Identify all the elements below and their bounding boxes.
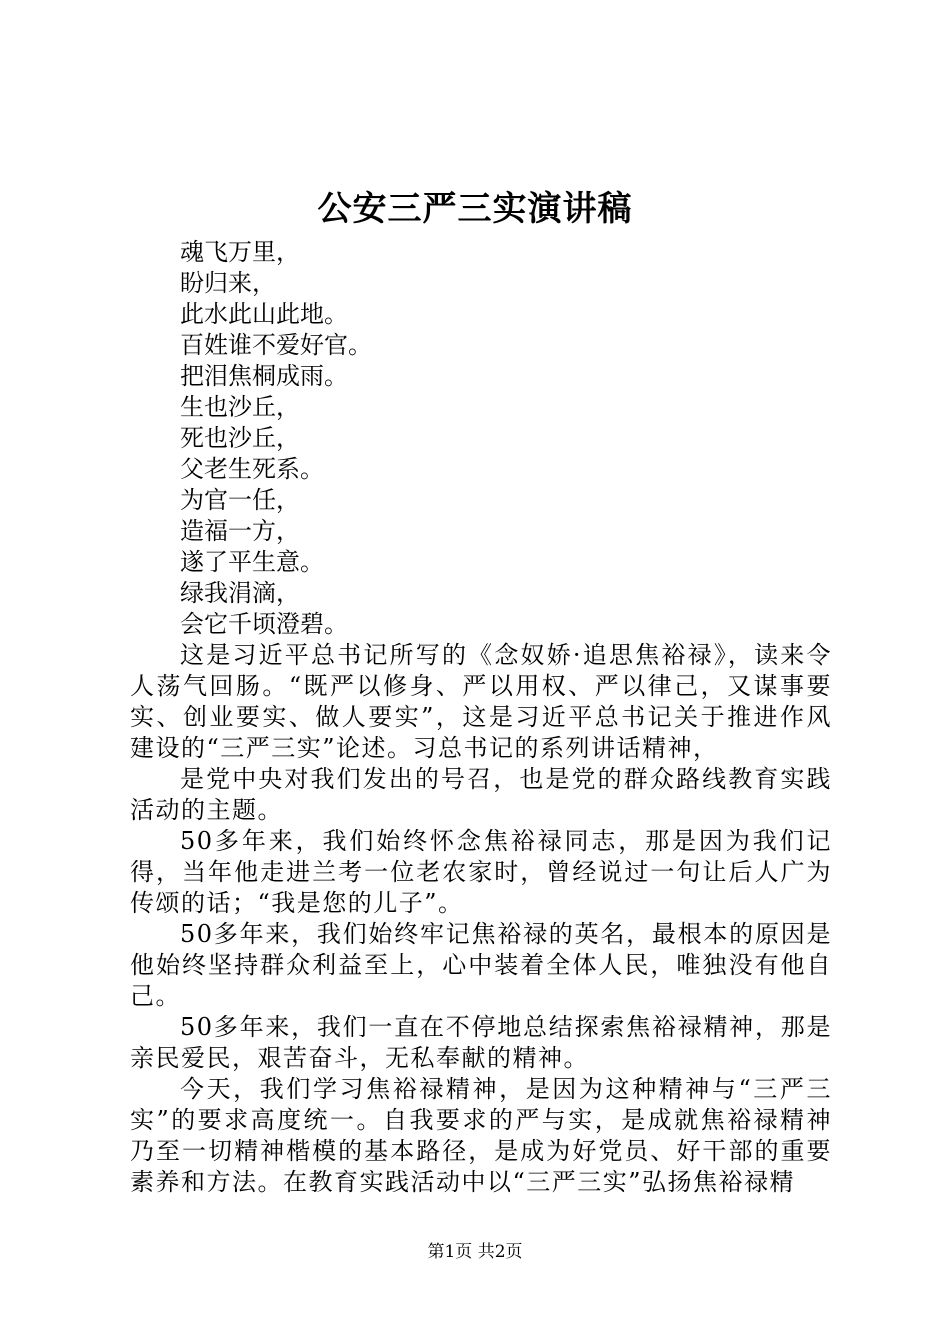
verse-line: 死也沙丘， xyxy=(180,424,300,452)
page-footer: 第1页 共2页 xyxy=(427,1242,523,1262)
body-paragraph: 50多年来，我们始终牢记焦裕禄的英名，最根本的原因是他始终坚持群众利益至上，心中装着全体人民，唯独没有他自己。 xyxy=(130,920,832,1010)
document-title: 公安三严三实演讲稿 xyxy=(317,189,633,229)
body-paragraph: 今天，我们学习焦裕禄精神，是因为这种精神与“三严三实”的要求高度统一。自我要求的严与实，是成就焦裕禄精神乃至一切精神楷模的基本路径，是成为好党员、好干部的重要素养和方法。在教育实践活动中以“三严三实”弘扬焦裕禄精 xyxy=(130,1075,832,1196)
body-paragraph: 50多年来，我们一直在不停地总结探索焦裕禄精神，那是亲民爱民，艰苦奋斗，无私奉献的精神。 xyxy=(130,1013,832,1072)
verse-line: 生也沙丘， xyxy=(180,393,300,421)
verse-line: 把泪焦桐成雨。 xyxy=(180,362,348,390)
verse-line: 盼归来， xyxy=(180,269,276,297)
verse-line: 绿我涓滴， xyxy=(180,579,300,607)
document-body xyxy=(130,237,832,1198)
body-paragraph: 这是习近平总书记所写的《念奴娇·追思焦裕禄》，读来令人荡气回肠。“既严以修身、严以用权、严以律己，又谋事要实、创业要实、做人要实”，这是习近平总书记关于推进作风建设的“三严三实”论述。习总书记的系列讲话精神， xyxy=(130,641,832,762)
verse-line: 百姓谁不爱好官。 xyxy=(180,331,372,359)
verse-line: 遂了平生意。 xyxy=(180,548,324,576)
body-paragraph: 50多年来，我们始终怀念焦裕禄同志，那是因为我们记得，当年他走进兰考一位老农家时，曾经说过一句让后人广为传颂的话；“我是您的儿子”。 xyxy=(130,827,832,917)
verse-line: 会它千顷澄碧。 xyxy=(180,610,348,638)
verse-line: 此水此山此地。 xyxy=(180,300,348,328)
verse-line: 父老生死系。 xyxy=(180,455,324,483)
verse-line: 造福一方， xyxy=(180,517,300,545)
body-paragraph: 是党中央对我们发出的号召，也是党的群众路线教育实践活动的主题。 xyxy=(130,765,832,824)
verse-line: 为官一任， xyxy=(180,486,300,514)
verse-line: 魂飞万里， xyxy=(180,238,300,266)
